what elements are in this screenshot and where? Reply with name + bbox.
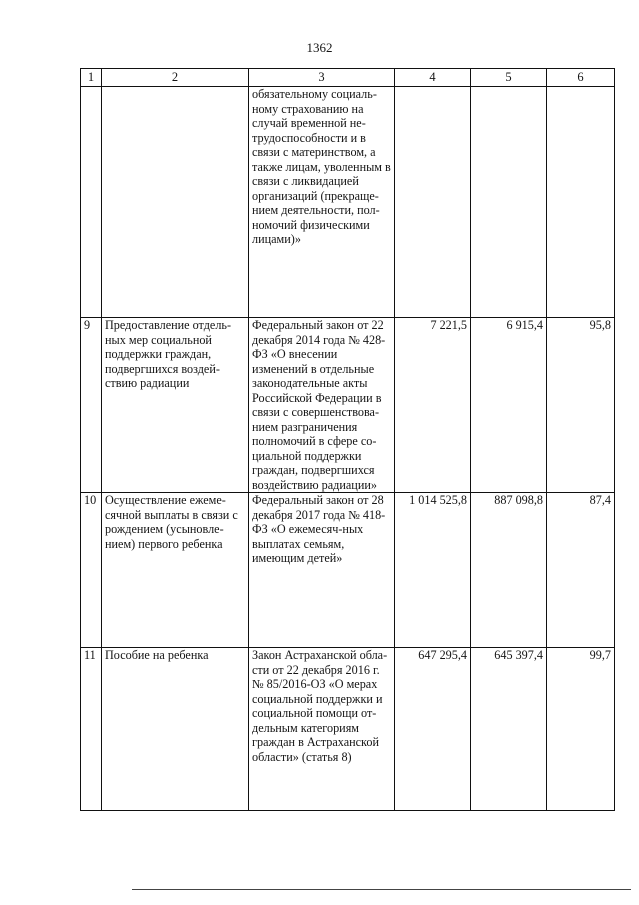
row-number: 9 [81,318,102,493]
measure-name: Пособие на ребенка [102,648,249,811]
execution-percent: 87,4 [547,493,615,648]
table-row [81,87,615,318]
execution-percent [547,87,615,318]
legal-basis: Закон Астраханской обла-сти от 22 декабря 2016 г. № 85/2016-ОЗ «О мерах социальной поддержки и социальной помощи от-дельным категориям граждан в Астраханской области» (статья 8) [249,648,395,811]
actual-amount: 887 098,8 [471,493,547,648]
measure-name [102,87,249,318]
column-header: 3 [249,69,395,87]
page-number: 1362 [306,40,333,55]
legal-basis: Федеральный закон от 22 декабря 2014 года № 428-ФЗ «О внесении изменений в отдельные законодательные акты Российской Федерации в связи с совершенствова-нием разграничения полномочий в сфере со-циальной поддержки граждан, подвергшихся воздействию радиации» [249,318,395,493]
actual-amount [471,87,547,318]
table-header-row [81,69,615,87]
planned-amount [395,87,471,318]
row-number: 10 [81,493,102,648]
benefits-table [80,68,615,811]
execution-percent: 99,7 [547,648,615,811]
planned-amount: 647 295,4 [395,648,471,811]
measure-name: Осуществление ежеме-сячной выплаты в связи с рождением (усыновле-нием) первого ребенка [102,493,249,648]
planned-amount: 1 014 525,8 [395,493,471,648]
column-header: 6 [547,69,615,87]
scan-edge-line [132,889,631,890]
column-header: 4 [395,69,471,87]
column-header: 5 [471,69,547,87]
legal-basis: обязательному социаль-ному страхованию на случай временной не-трудоспособности и в связи с материнством, а также лицам, уволенным в связи с ликвидацией организаций (прекраще-нием деятельности, пол-номочий физическими лицами)» [249,87,395,318]
planned-amount: 7 221,5 [395,318,471,493]
row-number [81,87,102,318]
actual-amount: 645 397,4 [471,648,547,811]
actual-amount: 6 915,4 [471,318,547,493]
column-header: 2 [102,69,249,87]
table-row [81,493,615,648]
execution-percent: 95,8 [547,318,615,493]
table-row [81,648,615,811]
measure-name: Предоставление отдель-ных мер социальной поддержки граждан, подвергшихся воздей-ствию радиации [102,318,249,493]
row-number: 11 [81,648,102,811]
column-header: 1 [81,69,102,87]
table-row [81,318,615,493]
legal-basis: Федеральный закон от 28 декабря 2017 года № 418-ФЗ «О ежемесяч-ных выплатах семьям, имеющим детей» [249,493,395,648]
